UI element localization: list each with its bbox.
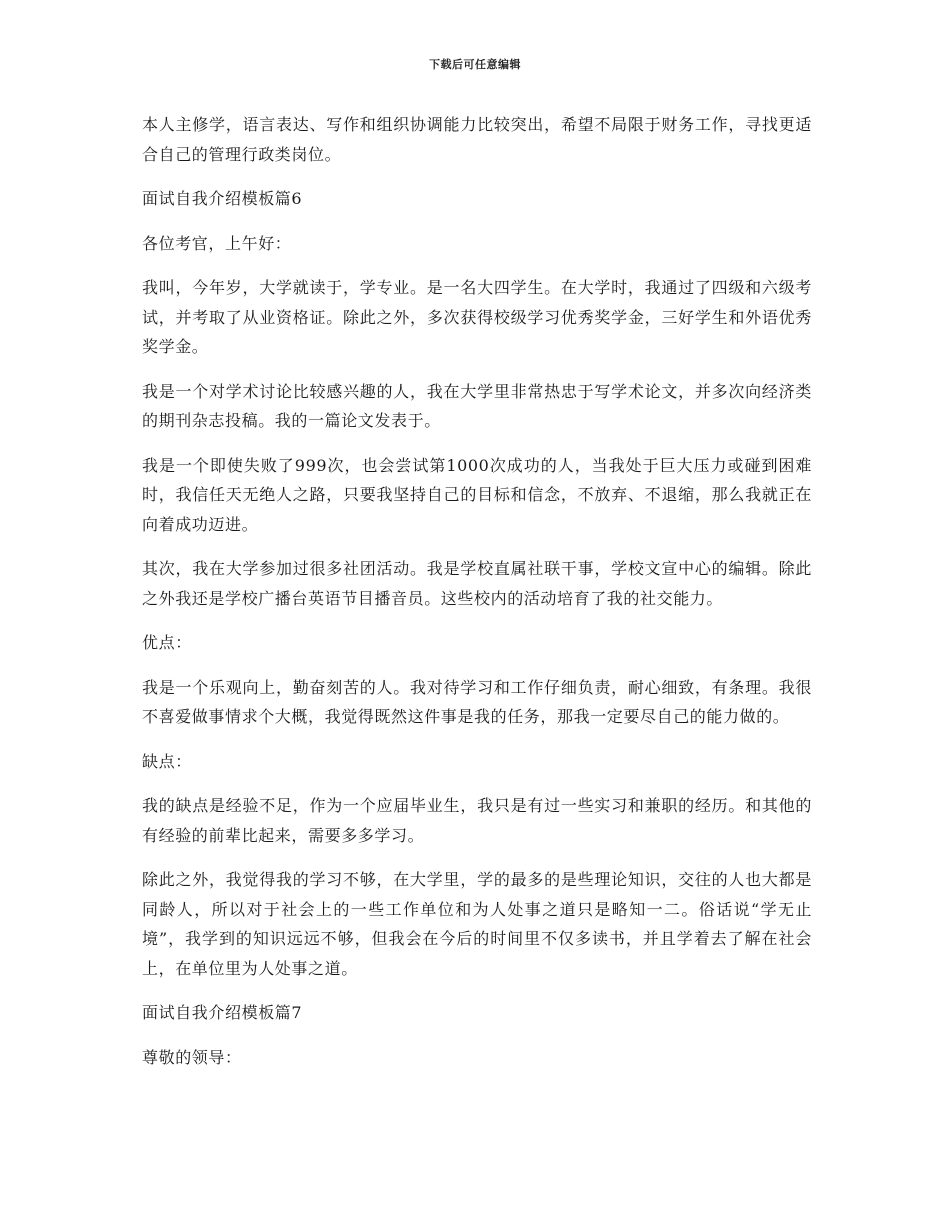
document-body — [142, 110, 812, 1087]
paragraph-strengths: 我是一个乐观向上，勤奋刻苦的人。我对待学习和工作仔细负责，耐心细致，有条理。我很不喜爱做事情求个大概，我觉得既然这件事是我的任务，那我一定要尽自己的能力做的。 — [142, 677, 812, 726]
greeting: 各位考官，上午好： — [142, 233, 292, 253]
paragraph-perseverance: 我是一个即使失败了999次，也会尝试第1000次成功的人，当我处于巨大压力或碰到困难时，我信任天无绝人之路，只要我坚持自己的目标和信念，不放弃、不退缩，那么我就正在向着成功迈进。 — [142, 455, 812, 534]
salutation: 尊敬的领导： — [142, 1047, 242, 1067]
paragraph-intro-ending: 本人主修学，语言表达、写作和组织协调能力比较突出，希望不局限于财务工作，寻找更适合自己的管理行政类岗位。 — [142, 115, 812, 164]
weaknesses-heading: 缺点： — [142, 751, 192, 771]
section-title-6: 面试自我介绍模板篇6 — [142, 189, 303, 208]
section-title-7: 面试自我介绍模板篇7 — [142, 1003, 303, 1022]
strengths-heading: 优点： — [142, 633, 192, 652]
paragraph-learning: 除此之外，我觉得我的学习不够，在大学里，学的最多的是些理论知识，交往的人也大都是同龄人，所以对于社会上的一些工作单位和为人处事之道只是略知一二。俗话说“学无止境”，我学到的知识远远不够，但我会在今后的时间里不仅多读书，并且学着去了解在社会上，在单位里为人处事之道。 — [142, 870, 812, 978]
paragraph-academic: 我是一个对学术讨论比较感兴趣的人，我在大学里非常热忠于写学术论文，并多次向经济类的期刊杂志投稿。我的一篇论文发表于。 — [142, 381, 812, 430]
paragraph-background: 我叫，今年岁，大学就读于，学专业。是一名大四学生。在大学时，我通过了四级和六级考试，并考取了从业资格证。除此之外，多次获得校级学习优秀奖学金，三好学生和外语优秀奖学金。 — [142, 278, 812, 356]
page-header: 下载后可任意编辑 — [429, 58, 521, 71]
paragraph-activities: 其次，我在大学参加过很多社团活动。我是学校直属社联干事，学校文宣中心的编辑。除此之外我还是学校广播台英语节目播音员。这些校内的活动培育了我的社交能力。 — [142, 559, 812, 608]
paragraph-weaknesses: 我的缺点是经验不足，作为一个应届毕业生，我只是有过一些实习和兼职的经历。和其他的有经验的前辈比起来，需要多多学习。 — [142, 796, 812, 845]
